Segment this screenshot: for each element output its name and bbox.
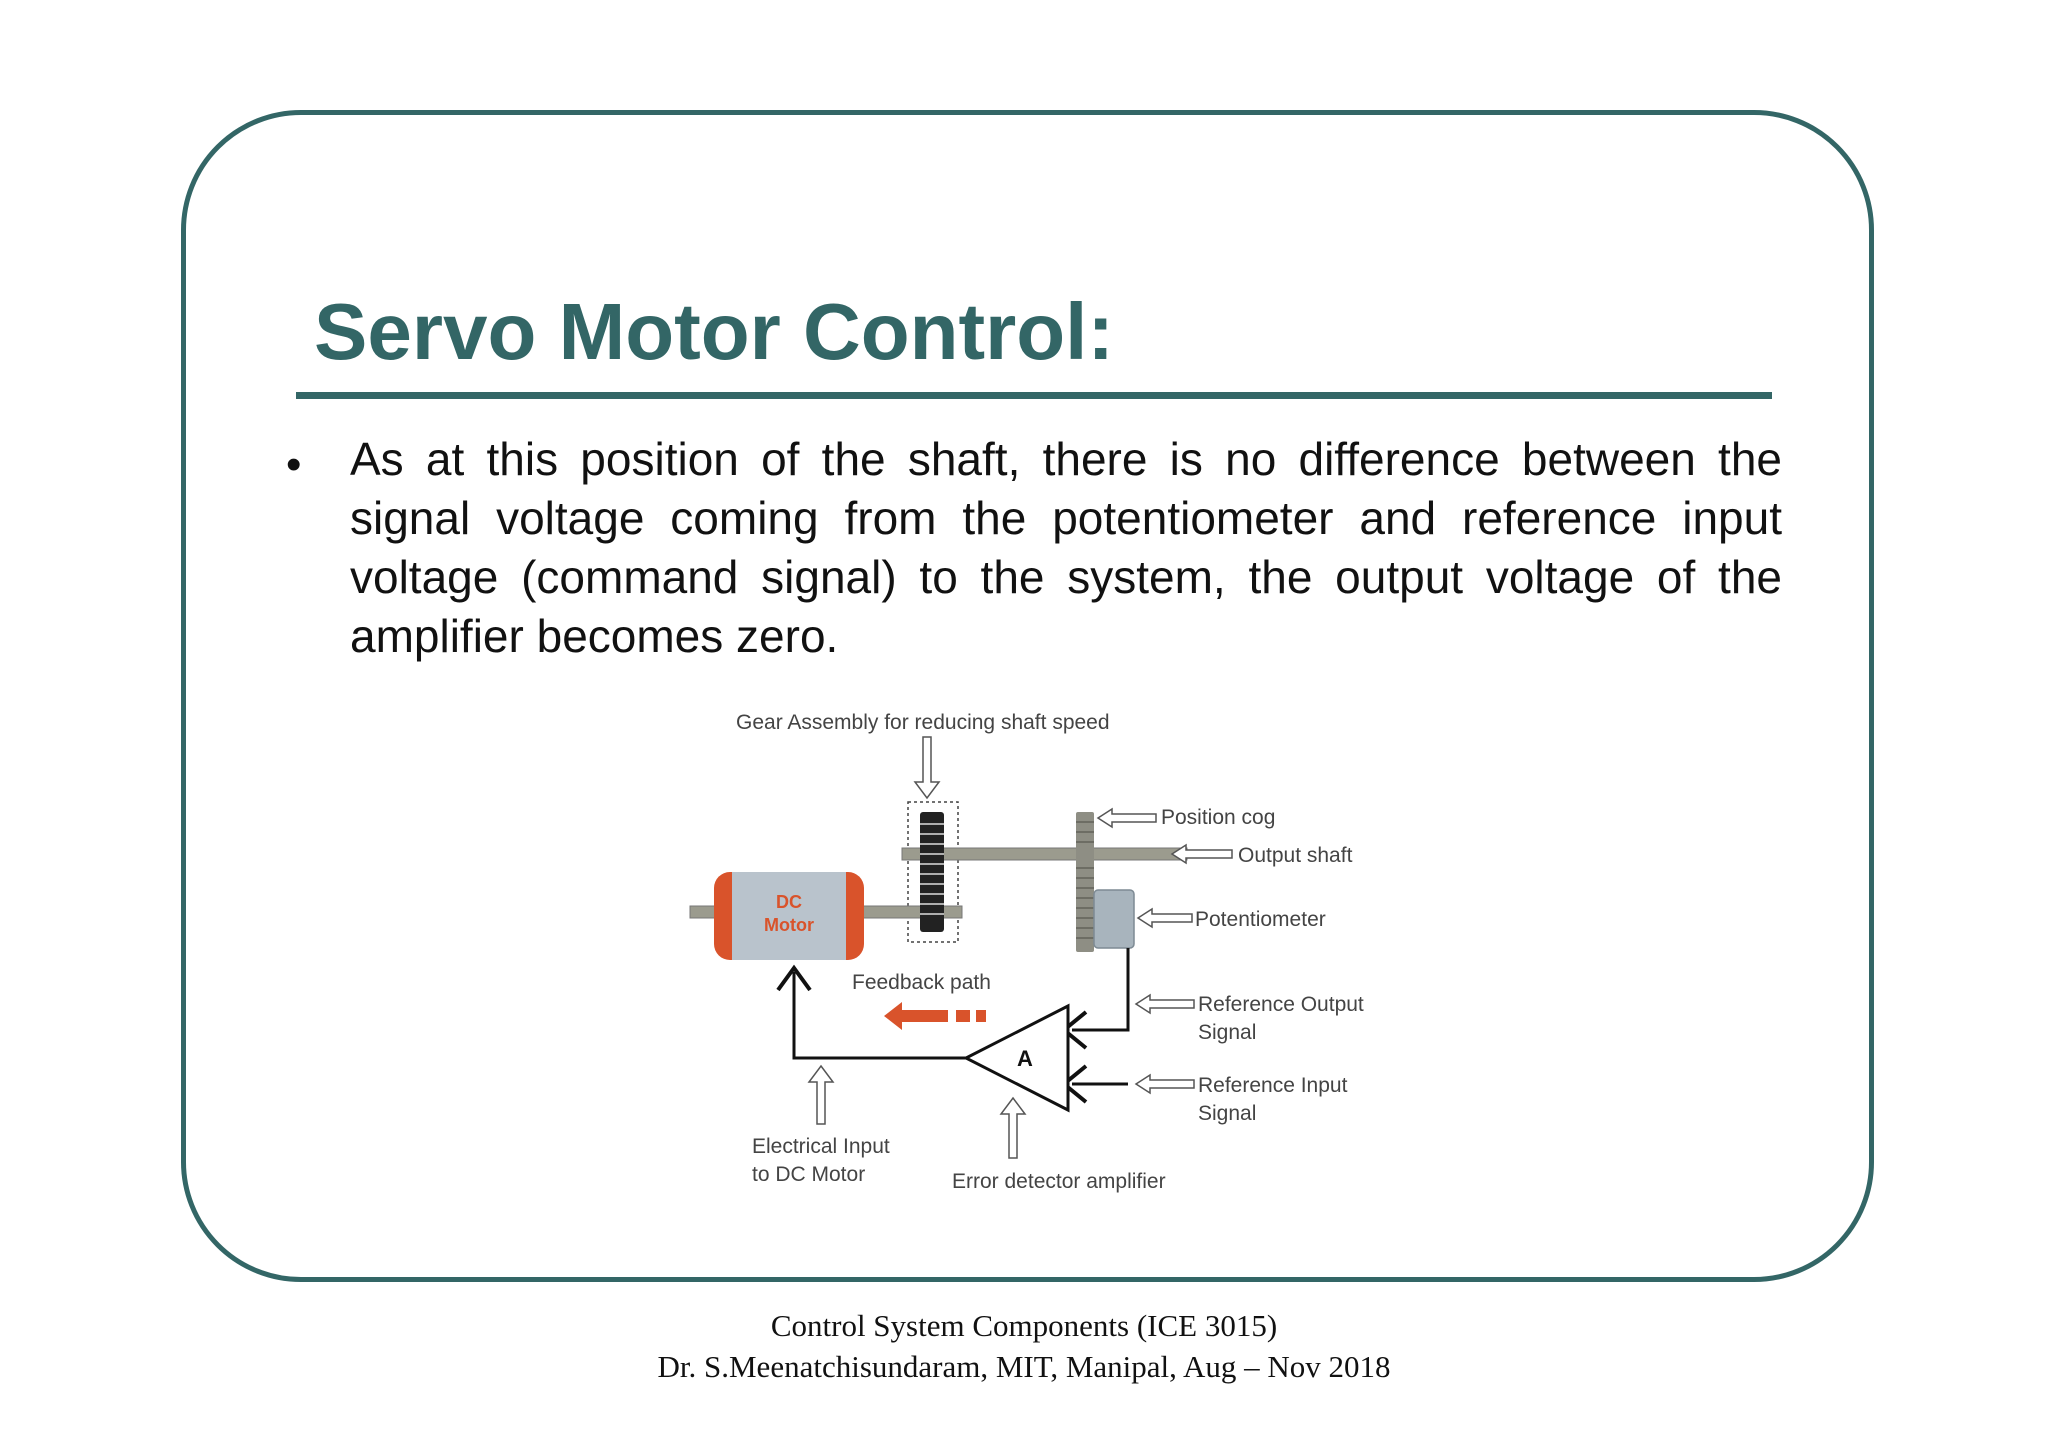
- slide-title: Servo Motor Control:: [314, 287, 1114, 376]
- potentiometer-label: Potentiometer: [1195, 908, 1326, 931]
- gear-assembly-label: Gear Assembly for reducing shaft speed: [736, 711, 1110, 734]
- motor-label-line2: Motor: [764, 915, 814, 935]
- output-shaft-label: Output shaft: [1238, 844, 1353, 867]
- reference-output-label-line1: Reference Output: [1198, 993, 1364, 1016]
- potentiometer-pointer: [1138, 909, 1192, 927]
- error-detector-pointer: [1001, 1098, 1025, 1158]
- reference-output-pointer: [1136, 995, 1194, 1013]
- drive-gear: [920, 812, 944, 932]
- potentiometer-block: [1094, 890, 1134, 948]
- feedback-path-label: Feedback path: [852, 971, 991, 994]
- bullet-text: As at this position of the shaft, there is no difference between the signal voltage coming from the potentiometer and reference input voltage (command signal) to the system, the output voltage of the amplifier becomes zero.: [350, 433, 1782, 662]
- position-cog: [1076, 812, 1094, 952]
- output-shaft-pointer: [1172, 845, 1232, 863]
- reference-input-label-line2: Signal: [1198, 1102, 1257, 1125]
- reference-output-label-line2: Signal: [1198, 1021, 1257, 1044]
- error-detector-label: Error detector amplifier: [952, 1170, 1166, 1193]
- title-underline: [296, 392, 1772, 399]
- electrical-input-label-line2: to DC Motor: [752, 1163, 866, 1186]
- position-cog-pointer: [1098, 809, 1156, 827]
- output-shaft: [902, 848, 1187, 860]
- feedback-arrow: [884, 1002, 986, 1030]
- bullet-marker: •: [286, 440, 302, 489]
- servo-diagram: [680, 700, 1400, 1200]
- motor-label-line1: DC: [776, 892, 802, 912]
- amplifier-label: A: [1017, 1046, 1033, 1071]
- gear-pointer-arrow: [915, 737, 939, 798]
- footer-course: Control System Components (ICE 3015): [770, 1308, 1278, 1343]
- electrical-input-label-line1: Electrical Input: [752, 1135, 890, 1158]
- electrical-input-pointer: [809, 1066, 833, 1124]
- reference-input-label-line1: Reference Input: [1198, 1074, 1348, 1097]
- footer-author: Dr. S.Meenatchisundaram, MIT, Manipal, Aug – Nov 2018: [657, 1349, 1391, 1384]
- reference-input-pointer: [1136, 1075, 1194, 1093]
- position-cog-label: Position cog: [1161, 806, 1276, 829]
